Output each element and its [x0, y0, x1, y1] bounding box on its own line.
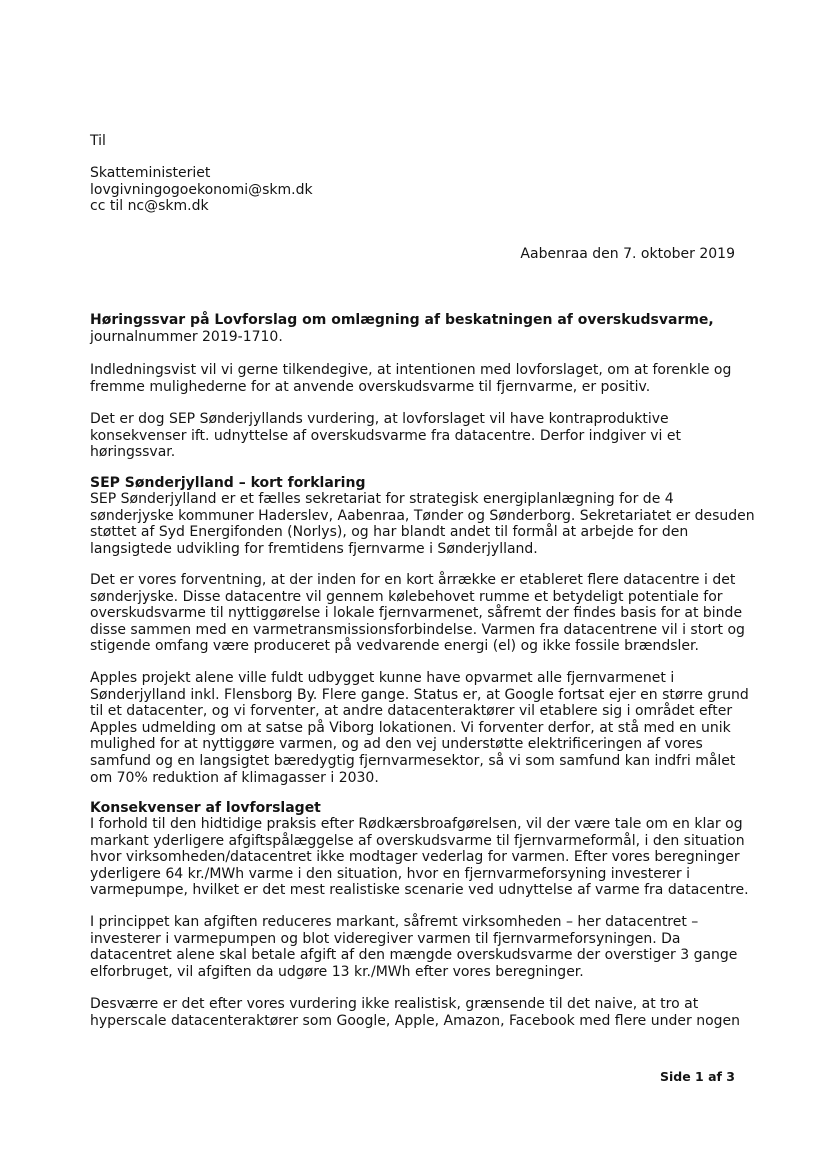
- text-line: hvor virksomheden/datacentret ikke modtager vederlag for varmen. Efter vores beregninger: [90, 849, 740, 866]
- principle-paragraph: [90, 914, 740, 980]
- text-line: varmepumpe, hvilket er det mest realistiske scenarie ved udnyttelse af varme fra datacentre.: [90, 882, 749, 899]
- subject-block: [90, 312, 740, 345]
- text-line: høringssvar.: [90, 444, 176, 461]
- text-line: I forhold til den hidtidige praksis efter Rødkærsbroafgørelsen, vil der være tale om en klar og: [90, 816, 743, 832]
- text-line: sønderjyske kommuner Haderslev, Aabenraa, Tønder og Sønderborg. Sekretariatet er desuden: [90, 507, 755, 524]
- heading-text: Konsekvenser af lovforslaget: [90, 800, 321, 816]
- text-line: mulighed for at nyttiggøre varmen, og ad den vej understøtte elektrificeringen af vores: [90, 736, 703, 753]
- text-line: Apples udmelding om at satse på Viborg lokationen. Vi forventer derfor, at stå med en unik: [90, 719, 731, 736]
- subject-journal: journalnummer 2019-1710.: [90, 328, 283, 345]
- apple-paragraph: [90, 670, 749, 786]
- text-line: Det er dog SEP Sønderjyllands vurdering, at lovforslaget vil have kontraproduktive: [90, 411, 669, 427]
- text-line: elforbruget, vil afgiften da udgøre 13 kr./MWh efter vores beregninger.: [90, 963, 584, 980]
- letter-date: Aabenraa den 7. oktober 2019: [520, 246, 735, 262]
- text-line: SEP Sønderjylland er et fælles sekretariat for strategisk energiplanlægning for de 4: [90, 491, 674, 507]
- text-line: til et datacenter, og vi forventer, at andre datacenteraktører vil etablere sig i området efter: [90, 703, 733, 720]
- text-line: stigende omfang være produceret på vedvarende energi (el) og ikke fossile brændsler.: [90, 638, 699, 655]
- intro-paragraph: [90, 362, 740, 395]
- text-line: yderligere 64 kr./MWh varme i den situation, hvor en fjernvarmeforsyning investerer i: [90, 865, 690, 882]
- text-line: hyperscale datacenteraktører som Google, Apple, Amazon, Facebook med flere under nogen: [90, 1012, 741, 1029]
- text-line: samfund og en langsigtet bæredygtig fjernvarmesektor, så vi som samfund kan indfri målet: [90, 752, 736, 769]
- page-number: Side 1 af 3: [659, 1069, 735, 1084]
- text-line: Sønderjylland inkl. Flensborg By. Flere gange. Status er, at Google fortsat ejer en større grund: [90, 686, 749, 703]
- text-line: Apples projekt alene ville fuldt udbygget kunne have opvarmet alle fjernvarmenet i: [90, 670, 675, 686]
- text-line: disse sammen med en varmetransmissionsforbindelse. Varmen fra datacentrene vil i stort og: [90, 621, 745, 638]
- assessment-paragraph: [90, 411, 740, 461]
- text-line: konsekvenser ift. udnyttelse af overskudsvarme fra datacentre. Derfor indgiver vi et: [90, 427, 681, 444]
- text-line: langsigtede udvikling for fremtidens fjernvarme i Sønderjylland.: [90, 540, 538, 557]
- to-label: [90, 133, 740, 150]
- sep-paragraph: [90, 491, 755, 557]
- expectation-paragraph: [90, 572, 745, 655]
- text-line: fremme mulighederne for at anvende overskudsvarme til fjernvarme, er positiv.: [90, 378, 651, 395]
- subject-title: Høringssvar på Lovforslag om omlægning af beskatningen af overskudsvarme,: [90, 312, 714, 328]
- section-heading-sep: [90, 475, 740, 492]
- text-line: Indledningsvist vil vi gerne tilkendegive, at intentionen med lovforslaget, om at forenkle og: [90, 362, 732, 378]
- text-line: datacentret alene skal betale afgift af den mængde overskudsvarme der overstiger 3 gange: [90, 947, 738, 964]
- text-line: markant yderligere afgiftspålæggelse af overskudsvarme til fjernvarmeformål, i den situation: [90, 832, 745, 849]
- text-line: overskudsvarme til nyttiggørelse i lokale fjernvarmenet, såfremt der findes basis for at binde: [90, 605, 743, 622]
- text-line: investerer i varmepumpen og blot videregiver varmen til fjernvarmeforsyningen. Da: [90, 930, 681, 947]
- heading-text: SEP Sønderjylland – kort forklaring: [90, 475, 366, 491]
- recipient-email: lovgivningogoekonomi@skm.dk: [90, 181, 313, 198]
- consequences-paragraph: [90, 816, 749, 899]
- text-line: om 70% reduktion af klimagasser i 2030.: [90, 769, 379, 786]
- recipient-line: Skatteministeriet: [90, 165, 211, 181]
- text-line: Desværre er det efter vores vurdering ikke realistisk, grænsende til det naive, at tro at: [90, 996, 699, 1012]
- text-line: Det er vores forventning, at der inden for en kort årrække er etableret flere datacentre i det: [90, 572, 736, 588]
- text-line: sønderjyske. Disse datacentre vil gennem kølebehovet rumme et betydeligt potentiale for: [90, 588, 723, 605]
- text-line: støttet af Syd Energifonden (Norlys), og har blandt andet til formål at arbejde for den: [90, 524, 689, 541]
- text-line: I princippet kan afgiften reduceres markant, såfremt virksomheden – her datacentret –: [90, 914, 699, 930]
- section-heading-consequences: [90, 800, 740, 817]
- final-paragraph: [90, 996, 740, 1029]
- recipient-block: [90, 165, 740, 215]
- to-label-text: Til: [90, 133, 106, 149]
- recipient-cc: cc til nc@skm.dk: [90, 198, 209, 215]
